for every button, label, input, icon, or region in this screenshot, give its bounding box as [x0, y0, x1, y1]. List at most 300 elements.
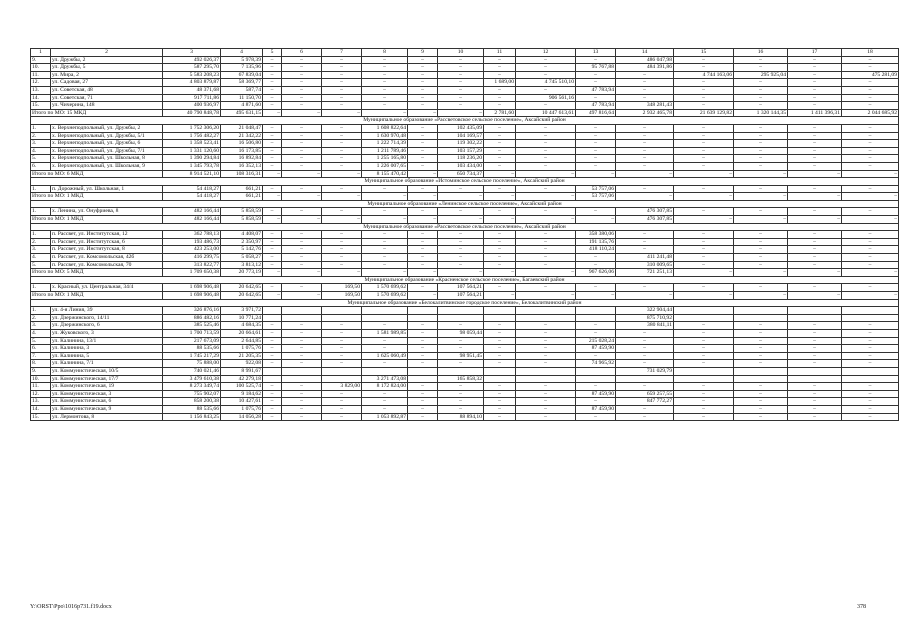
- value-cell: 103 434,00: [438, 162, 484, 170]
- value-cell: –: [734, 352, 788, 360]
- value-cell: [734, 367, 788, 375]
- value-cell: –: [263, 352, 282, 360]
- total-cell: –: [734, 170, 788, 178]
- total-cell: 497 816,64: [576, 109, 616, 117]
- value-cell: –: [362, 208, 408, 216]
- value-cell: 659 257,55: [616, 390, 674, 398]
- total-cell: –: [674, 193, 734, 201]
- value-cell: –: [263, 185, 282, 193]
- address-cell: ул. Мира, 2: [51, 71, 163, 79]
- total-cell: 107 564,21: [438, 292, 484, 300]
- value-cell: 423 253,00: [163, 246, 221, 254]
- total-cell: –: [788, 193, 842, 201]
- value-cell: –: [788, 124, 842, 132]
- address-cell: х. Верхнеподпольный, ул. Дружбы, 7/1: [51, 147, 163, 155]
- value-cell: –: [788, 86, 842, 94]
- value-cell: –: [576, 132, 616, 140]
- total-cell: –: [516, 269, 576, 277]
- value-cell: –: [408, 185, 438, 193]
- value-cell: –: [788, 231, 842, 239]
- value-cell: –: [484, 254, 516, 262]
- value-cell: 53 757,06: [576, 185, 616, 193]
- value-cell: [576, 367, 616, 375]
- value-cell: –: [282, 71, 322, 79]
- value-cell: [842, 314, 899, 322]
- value-cell: –: [263, 79, 282, 87]
- value-cell: –: [438, 79, 484, 87]
- value-cell: –: [842, 208, 899, 216]
- value-cell: –: [734, 337, 788, 345]
- row-number: 9.: [31, 367, 51, 375]
- value-cell: –: [263, 390, 282, 398]
- value-cell: –: [263, 94, 282, 102]
- section-row: [31, 117, 899, 125]
- value-cell: 67 839,04: [221, 71, 263, 79]
- value-cell: 95 767,88: [576, 64, 616, 72]
- value-cell: 107 564,21: [438, 284, 484, 292]
- value-cell: –: [484, 246, 516, 254]
- value-cell: –: [282, 405, 322, 413]
- total-cell: 476 307,85: [616, 216, 674, 224]
- value-cell: 8 273 349,74: [163, 383, 221, 391]
- row-number: 6.: [31, 162, 51, 170]
- header-cell: 6: [282, 49, 322, 57]
- value-cell: 8 991,67: [221, 367, 263, 375]
- value-cell: –: [408, 155, 438, 163]
- value-cell: –: [438, 246, 484, 254]
- value-cell: 1 222 714,39: [362, 140, 408, 148]
- value-cell: –: [674, 246, 734, 254]
- value-cell: –: [616, 383, 674, 391]
- value-cell: –: [788, 56, 842, 64]
- row-number: 10.: [31, 64, 51, 72]
- value-cell: [788, 367, 842, 375]
- value-cell: –: [362, 261, 408, 269]
- value-cell: –: [322, 390, 362, 398]
- value-cell: –: [484, 86, 516, 94]
- total-cell: –: [408, 109, 438, 117]
- value-cell: 475 281,09: [842, 71, 899, 79]
- value-cell: –: [408, 360, 438, 368]
- address-cell: п. Рассвет, ул. Институтская, 8: [51, 246, 163, 254]
- value-cell: –: [484, 64, 516, 72]
- table-row: [31, 246, 899, 254]
- total-cell: –: [484, 269, 516, 277]
- value-cell: 87 459,90: [576, 345, 616, 353]
- value-cell: –: [616, 413, 674, 421]
- total-cell: –: [788, 170, 842, 178]
- total-cell: –: [408, 216, 438, 224]
- value-cell: –: [408, 71, 438, 79]
- total-cell: –: [438, 193, 484, 201]
- value-cell: 4 408,07: [221, 231, 263, 239]
- value-cell: 98 951,45: [438, 352, 484, 360]
- value-cell: –: [282, 140, 322, 148]
- value-cell: –: [362, 322, 408, 330]
- row-number: 12.: [31, 79, 51, 87]
- total-cell: 53 757,06: [576, 193, 616, 201]
- value-cell: [484, 314, 516, 322]
- total-row: [31, 109, 899, 117]
- value-cell: –: [408, 352, 438, 360]
- value-cell: –: [576, 352, 616, 360]
- value-cell: –: [322, 254, 362, 262]
- value-cell: –: [282, 231, 322, 239]
- value-cell: –: [674, 162, 734, 170]
- value-cell: –: [516, 231, 576, 239]
- value-cell: –: [282, 352, 322, 360]
- table-row: [31, 231, 899, 239]
- header-cell: 14: [616, 49, 674, 57]
- value-cell: –: [282, 86, 322, 94]
- value-cell: –: [516, 345, 576, 353]
- value-cell: 54 418,27: [163, 185, 221, 193]
- value-cell: –: [674, 405, 734, 413]
- total-cell: –: [616, 170, 674, 178]
- value-cell: [674, 367, 734, 375]
- value-cell: 4 803 879,87: [163, 79, 221, 87]
- total-label: Итого по МО: 1 МКД: [31, 193, 163, 201]
- value-cell: –: [263, 337, 282, 345]
- value-cell: –: [788, 246, 842, 254]
- value-cell: 411 241,48: [616, 254, 674, 262]
- row-number: 2.: [31, 132, 51, 140]
- row-number: 15.: [31, 413, 51, 421]
- value-cell: [438, 307, 484, 315]
- value-cell: –: [408, 329, 438, 337]
- value-cell: –: [322, 208, 362, 216]
- table-row: [31, 102, 899, 110]
- value-cell: –: [263, 162, 282, 170]
- value-cell: –: [322, 124, 362, 132]
- table-row: [31, 390, 899, 398]
- total-cell: –: [484, 193, 516, 201]
- value-cell: –: [322, 352, 362, 360]
- value-cell: –: [576, 329, 616, 337]
- value-cell: –: [484, 337, 516, 345]
- value-cell: –: [263, 322, 282, 330]
- value-cell: –: [576, 284, 616, 292]
- value-cell: –: [734, 231, 788, 239]
- row-number: 13.: [31, 86, 51, 94]
- value-cell: 482 166,44: [163, 208, 221, 216]
- value-cell: 3 813,12: [221, 261, 263, 269]
- value-cell: –: [362, 246, 408, 254]
- value-cell: 5 583 208,23: [163, 71, 221, 79]
- value-cell: –: [322, 413, 362, 421]
- total-cell: –: [734, 193, 788, 201]
- value-cell: –: [842, 140, 899, 148]
- address-cell: п. Рассвет, ул. Институтская, 12: [51, 231, 163, 239]
- value-cell: –: [616, 155, 674, 163]
- value-cell: –: [734, 94, 788, 102]
- value-cell: –: [842, 405, 899, 413]
- value-cell: –: [516, 337, 576, 345]
- value-cell: –: [674, 140, 734, 148]
- value-cell: –: [362, 231, 408, 239]
- value-cell: –: [263, 345, 282, 353]
- total-cell: –: [576, 292, 616, 300]
- value-cell: –: [842, 413, 899, 421]
- value-cell: –: [322, 238, 362, 246]
- section-row: [31, 223, 899, 231]
- file-path: Y:\ORST\Ppo\1016p731.f19.docx: [30, 604, 112, 610]
- value-cell: –: [842, 360, 899, 368]
- row-number: 10.: [31, 375, 51, 383]
- value-cell: –: [408, 86, 438, 94]
- value-cell: –: [282, 413, 322, 421]
- value-cell: –: [484, 383, 516, 391]
- total-cell: 650 734,37: [438, 170, 484, 178]
- total-cell: 8 155 470,42: [362, 170, 408, 178]
- header-cell: 4: [221, 49, 263, 57]
- total-cell: –: [616, 292, 674, 300]
- value-cell: –: [576, 140, 616, 148]
- row-number: 13.: [31, 398, 51, 406]
- value-cell: [484, 375, 516, 383]
- address-cell: х. Верхнеподпольный, ул. Дружбы, 5/1: [51, 132, 163, 140]
- value-cell: –: [263, 254, 282, 262]
- value-cell: [516, 314, 576, 322]
- value-cell: –: [484, 352, 516, 360]
- section-title: Муниципальное образование «Рассветовское сельское поселение», Аксайский район: [31, 223, 899, 231]
- value-cell: 7 135,96: [221, 64, 263, 72]
- value-cell: 3 829,00: [322, 383, 362, 391]
- value-cell: –: [263, 398, 282, 406]
- address-cell: п. Рассвет, ул. Институтская, 6: [51, 238, 163, 246]
- value-cell: –: [263, 56, 282, 64]
- value-cell: –: [576, 94, 616, 102]
- value-cell: –: [734, 360, 788, 368]
- row-number: 2.: [31, 314, 51, 322]
- value-cell: –: [576, 79, 616, 87]
- value-cell: 1 625 060,49: [362, 352, 408, 360]
- value-cell: 87 459,90: [576, 390, 616, 398]
- value-cell: 11 150,70: [221, 94, 263, 102]
- value-cell: –: [788, 162, 842, 170]
- value-cell: 587,74: [221, 86, 263, 94]
- value-cell: –: [282, 254, 322, 262]
- value-cell: –: [322, 322, 362, 330]
- total-cell: –: [788, 269, 842, 277]
- value-cell: –: [842, 147, 899, 155]
- value-cell: –: [674, 238, 734, 246]
- value-cell: [282, 307, 322, 315]
- value-cell: –: [616, 246, 674, 254]
- value-cell: –: [322, 162, 362, 170]
- table-row: [31, 337, 899, 345]
- total-cell: 1 411 396,31: [788, 109, 842, 117]
- value-cell: –: [842, 155, 899, 163]
- value-cell: –: [842, 254, 899, 262]
- value-cell: –: [362, 94, 408, 102]
- value-cell: –: [734, 132, 788, 140]
- value-cell: –: [788, 360, 842, 368]
- value-cell: –: [322, 329, 362, 337]
- header-cell: 16: [734, 49, 788, 57]
- total-cell: –: [674, 269, 734, 277]
- row-number: 14.: [31, 405, 51, 413]
- row-number: 5.: [31, 261, 51, 269]
- value-cell: –: [282, 208, 322, 216]
- value-cell: –: [842, 284, 899, 292]
- row-number: 11.: [31, 71, 51, 79]
- value-cell: 118 236,20: [438, 155, 484, 163]
- value-cell: [734, 314, 788, 322]
- value-cell: 5 858,59: [221, 208, 263, 216]
- value-cell: –: [282, 238, 322, 246]
- value-cell: [674, 314, 734, 322]
- value-cell: 922,08: [221, 360, 263, 368]
- value-cell: 322 904,44: [616, 307, 674, 315]
- value-cell: [516, 367, 576, 375]
- value-cell: –: [322, 185, 362, 193]
- value-cell: –: [576, 124, 616, 132]
- header-cell: 10: [438, 49, 484, 57]
- value-cell: –: [322, 246, 362, 254]
- value-cell: 8 172 824,00: [362, 383, 408, 391]
- value-cell: –: [516, 413, 576, 421]
- value-cell: –: [484, 102, 516, 110]
- value-cell: –: [674, 322, 734, 330]
- total-cell: –: [516, 170, 576, 178]
- row-number: 1.: [31, 231, 51, 239]
- value-cell: 486 047,98: [616, 56, 674, 64]
- value-cell: –: [362, 71, 408, 79]
- table-row: [31, 405, 899, 413]
- value-cell: [616, 375, 674, 383]
- value-cell: 75 888,00: [163, 360, 221, 368]
- value-cell: –: [674, 254, 734, 262]
- value-cell: –: [674, 383, 734, 391]
- value-cell: –: [788, 155, 842, 163]
- value-cell: –: [788, 329, 842, 337]
- value-cell: –: [516, 102, 576, 110]
- value-cell: –: [516, 405, 576, 413]
- value-cell: –: [282, 56, 322, 64]
- table-row: [31, 284, 899, 292]
- value-cell: [263, 367, 282, 375]
- value-cell: –: [516, 238, 576, 246]
- value-cell: [322, 367, 362, 375]
- value-cell: –: [362, 56, 408, 64]
- value-cell: –: [842, 345, 899, 353]
- table-row: [31, 94, 899, 102]
- value-cell: [408, 367, 438, 375]
- value-cell: –: [282, 94, 322, 102]
- value-cell: 88 535,66: [163, 405, 221, 413]
- value-cell: –: [282, 383, 322, 391]
- table-row: [31, 375, 899, 383]
- value-cell: 476 307,85: [616, 208, 674, 216]
- value-cell: [484, 307, 516, 315]
- value-cell: –: [282, 132, 322, 140]
- row-number: 1.: [31, 124, 51, 132]
- value-cell: –: [484, 132, 516, 140]
- value-cell: [734, 375, 788, 383]
- address-cell: п. Рассвет, ул. Комсомольская, 70: [51, 261, 163, 269]
- total-cell: 495 631,15: [221, 109, 263, 117]
- header-cell: 7: [322, 49, 362, 57]
- value-cell: –: [484, 140, 516, 148]
- value-cell: –: [788, 71, 842, 79]
- value-cell: –: [484, 261, 516, 269]
- value-cell: –: [788, 147, 842, 155]
- value-cell: –: [362, 79, 408, 87]
- table-row: [31, 367, 899, 375]
- total-cell: –: [438, 216, 484, 224]
- value-cell: –: [576, 71, 616, 79]
- value-cell: –: [576, 162, 616, 170]
- value-cell: –: [576, 398, 616, 406]
- value-cell: –: [734, 64, 788, 72]
- total-cell: –: [842, 216, 899, 224]
- value-cell: 3 271 473,08: [362, 375, 408, 383]
- value-cell: 858 200,38: [163, 398, 221, 406]
- value-cell: –: [438, 383, 484, 391]
- value-cell: –: [322, 56, 362, 64]
- value-cell: –: [576, 56, 616, 64]
- value-cell: –: [362, 390, 408, 398]
- value-cell: –: [408, 398, 438, 406]
- value-cell: [263, 307, 282, 315]
- total-row: [31, 292, 899, 300]
- value-cell: –: [788, 208, 842, 216]
- value-cell: –: [516, 64, 576, 72]
- total-cell: 20 642,65: [221, 292, 263, 300]
- value-cell: –: [408, 124, 438, 132]
- total-label: Итого по МО: 5 МКД: [31, 269, 163, 277]
- value-cell: –: [362, 345, 408, 353]
- value-cell: –: [438, 322, 484, 330]
- value-cell: –: [674, 79, 734, 87]
- value-cell: 1 255 165,80: [362, 155, 408, 163]
- total-cell: –: [282, 216, 322, 224]
- address-cell: ул. Коммунистическая, 17/7: [51, 375, 163, 383]
- value-cell: [408, 314, 438, 322]
- value-cell: –: [516, 246, 576, 254]
- value-cell: –: [438, 261, 484, 269]
- value-cell: –: [322, 155, 362, 163]
- value-cell: –: [282, 337, 322, 345]
- value-cell: [484, 367, 516, 375]
- table-row: [31, 208, 899, 216]
- page-footer: [30, 604, 866, 610]
- total-cell: –: [788, 292, 842, 300]
- value-cell: –: [516, 86, 576, 94]
- total-cell: 10 447 613,61: [516, 109, 576, 117]
- total-cell: –: [322, 193, 362, 201]
- address-cell: ул. Калинина, 7/1: [51, 360, 163, 368]
- value-cell: 165 858,32: [438, 375, 484, 383]
- value-cell: –: [408, 284, 438, 292]
- value-cell: 4 684,35: [221, 322, 263, 330]
- address-cell: п. Дорожный, ул. Школьная, 1: [51, 185, 163, 193]
- total-cell: –: [616, 193, 674, 201]
- address-cell: ул. Коммунистическая, 19: [51, 383, 163, 391]
- value-cell: [674, 375, 734, 383]
- value-cell: –: [408, 254, 438, 262]
- total-cell: 5 858,59: [221, 216, 263, 224]
- value-cell: –: [282, 185, 322, 193]
- value-cell: 1 756 482,27: [163, 132, 221, 140]
- value-cell: –: [516, 352, 576, 360]
- total-cell: –: [516, 193, 576, 201]
- value-cell: –: [408, 261, 438, 269]
- value-cell: –: [263, 284, 282, 292]
- value-cell: –: [438, 208, 484, 216]
- value-cell: 217 673,09: [163, 337, 221, 345]
